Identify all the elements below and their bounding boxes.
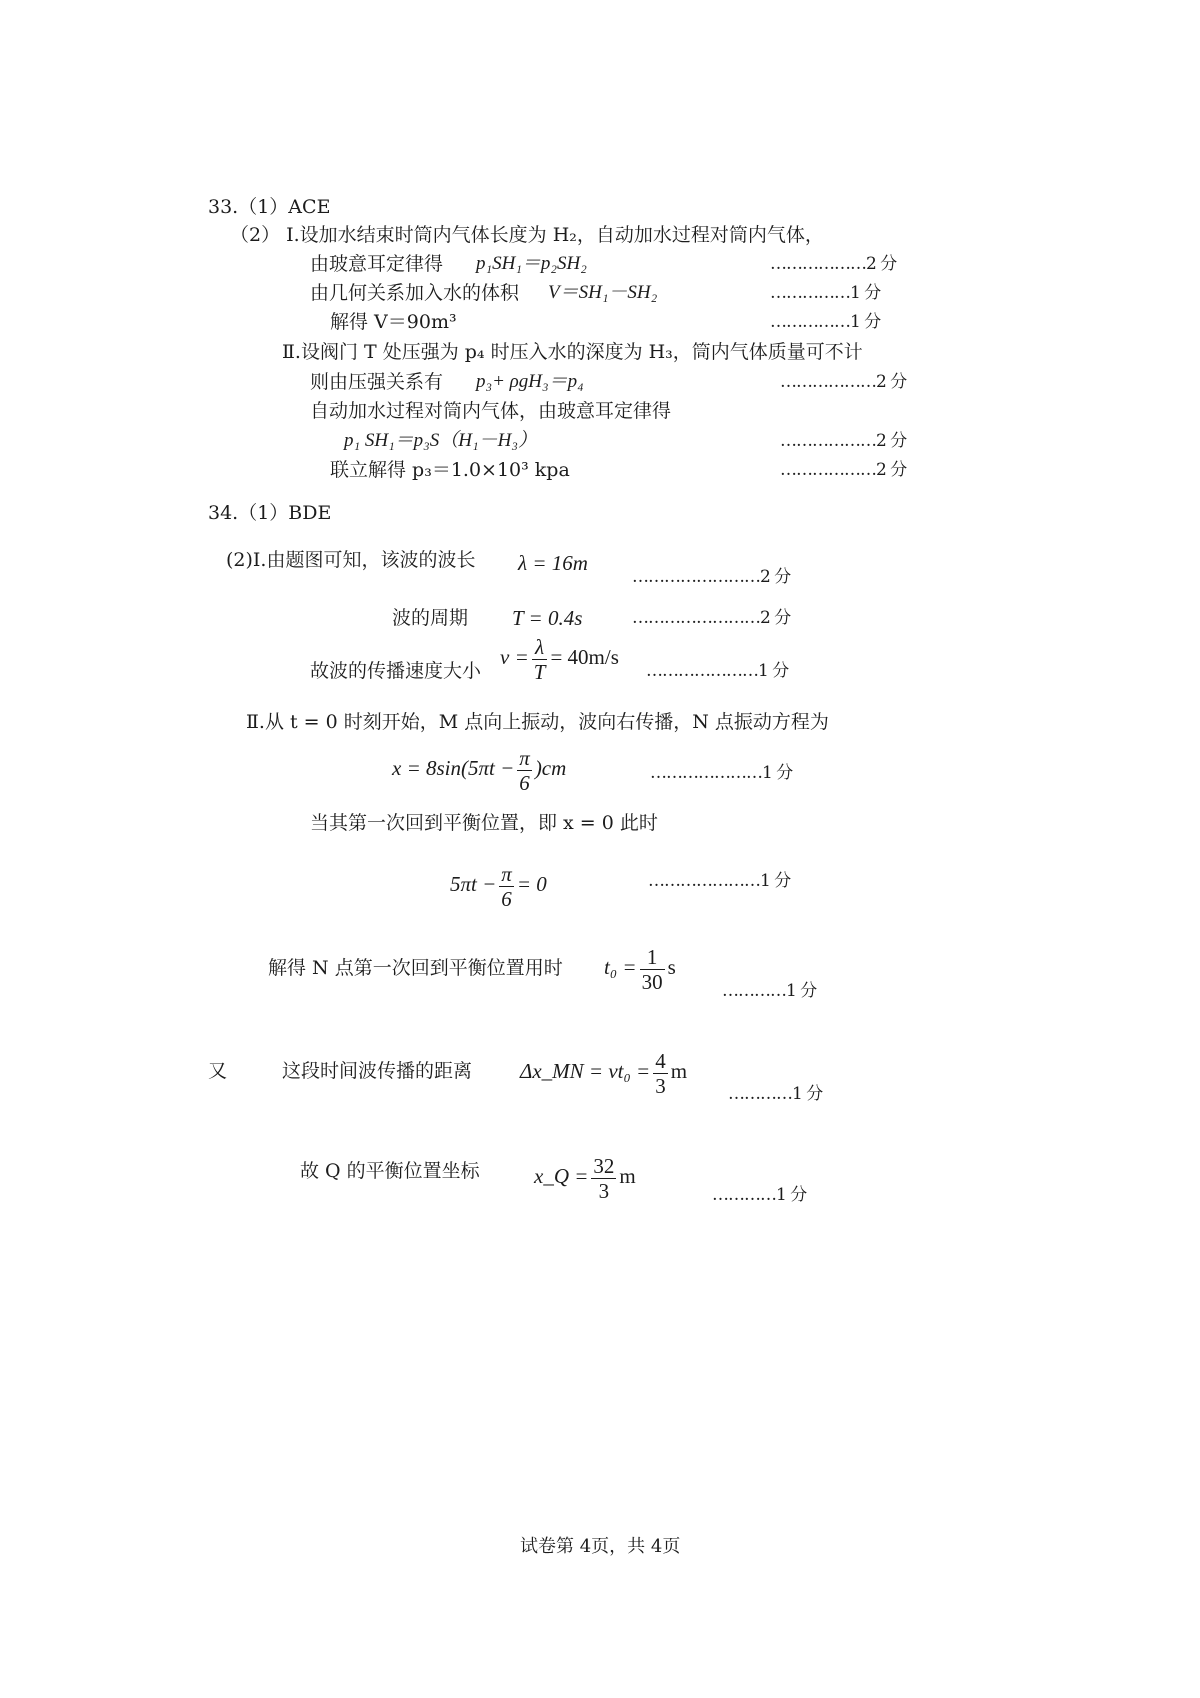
q34-period-score: ……………………2 分 [632, 608, 791, 628]
q34-speed-denominator: T [533, 659, 546, 684]
q34-time-numerator: 1 [646, 944, 658, 969]
q34-distance-fraction [653, 1049, 668, 1098]
q34-speed-fraction [532, 635, 548, 684]
q34-coordinate-fraction [591, 1154, 616, 1203]
q34-coordinate-equation [534, 1152, 636, 1203]
q33-part2-ii: Ⅱ.设阀门 T 处压强为 p₄ 时压入水的深度为 H₃，筒内气体质量可不计 [282, 341, 863, 363]
q33-volume-text: 由几何关系加入水的体积 [310, 282, 520, 304]
q34-oscillation-lhs: x = 8sin(5πt − [392, 756, 515, 780]
q33-volume-score: ……………1 分 [770, 283, 881, 303]
q34-time-fraction [640, 945, 665, 994]
q33-part2-intro: （2） Ⅰ.设加水结束时筒内气体长度为 H₂，自动加水过程对筒内气体， [230, 224, 824, 246]
q33-pressure-text: 则由压强关系有 [310, 371, 444, 393]
q33-pressure-score: ………………2 分 [780, 372, 907, 392]
q34-balance-denominator: 6 [499, 886, 514, 911]
q34-time-text: 解得 N 点第一次回到平衡位置用时 [268, 957, 563, 979]
q34-speed-numerator: λ [535, 634, 545, 659]
q34-period-text: 波的周期 [392, 607, 469, 629]
q34-balance-lhs: 5πt − [450, 872, 497, 896]
q34-balance-equation [450, 860, 547, 911]
q34-distance-unit: m [670, 1059, 688, 1083]
q33-boyle-text: 由玻意耳定律得 [310, 253, 444, 275]
q33-part1-answer: 33.（1）ACE [208, 196, 331, 218]
q34-speed-score: …………………1 分 [646, 661, 789, 681]
q34-distance-lhs: Δx_MN = vt₀ = [520, 1059, 651, 1083]
q34-wavelength-score: ……………………2 分 [632, 567, 791, 587]
q34-distance-equation [520, 1047, 687, 1098]
q34-balance-text: 当其第一次回到平衡位置，即 x = 0 此时 [310, 812, 658, 834]
q34-coordinate-unit: m [619, 1164, 636, 1188]
q34-time-unit: s [667, 955, 676, 979]
q34-balance-fraction [499, 862, 514, 911]
q34-time-denominator: 30 [641, 969, 663, 994]
q34-coordinate-text: 故 Q 的平衡位置坐标 [300, 1160, 480, 1182]
q33-auto-score: ………………2 分 [780, 431, 907, 451]
q33-final-text: 联立解得 p₃＝1.0×10³ kpa [330, 459, 570, 481]
q34-part1-answer: 34.（1）BDE [208, 502, 332, 524]
q34-speed-text: 故波的传播速度大小 [310, 660, 482, 682]
q34-distance-score: …………1 分 [728, 1084, 823, 1104]
q34-distance-text: 这段时间波传播的距离 [282, 1060, 473, 1082]
q33-boyle-equation: p₁SH₁＝p₂SH₂ [476, 253, 587, 274]
q34-balance-numerator: π [501, 861, 512, 886]
q34-period-equation: T = 0.4s [512, 606, 583, 630]
q34-speed-equation [500, 633, 619, 684]
q34-balance-score: …………………1 分 [648, 871, 791, 891]
q34-part2-ii: Ⅱ.从 t = 0 时刻开始，M 点向上振动，波向右传播，N 点振动方程为 [246, 711, 829, 733]
q33-auto-equation: p₁ SH₁＝p₃S（H₁－H₃） [344, 430, 537, 451]
page-footer: 试卷第 4页，共 4页 [520, 1536, 681, 1557]
q34-oscillation-fraction [517, 746, 532, 795]
q34-speed-v: v = [500, 645, 529, 669]
q34-wavelength-equation: λ = 16m [518, 551, 588, 575]
q33-boyle-score: ………………2 分 [770, 254, 897, 274]
q34-oscillation-rhs: )cm [534, 756, 567, 780]
q34-coordinate-score: …………1 分 [712, 1185, 807, 1205]
q34-time-lhs: t₀ = [604, 955, 637, 979]
q34-oscillation-numerator: π [519, 745, 530, 770]
q33-volume-equation: V＝SH₁－SH₂ [548, 282, 658, 303]
q33-auto-text: 自动加水过程对筒内气体，由玻意耳定律得 [310, 400, 672, 422]
q34-time-equation [604, 943, 676, 994]
q34-coordinate-lhs: x_Q = [534, 1164, 589, 1188]
q34-distance-numerator: 4 [655, 1048, 666, 1073]
q33-solve-text: 解得 V＝90m³ [330, 311, 457, 333]
q34-oscillation-equation [392, 744, 566, 795]
q34-oscillation-score: …………………1 分 [650, 763, 793, 783]
q33-final-score: ………………2 分 [780, 460, 907, 480]
q34-wavelength-text: (2)Ⅰ.由题图可知，该波的波长 [226, 549, 476, 571]
q33-solve-score: ……………1 分 [770, 312, 881, 332]
q34-speed-result: = 40m/s [550, 645, 619, 669]
q34-oscillation-denominator: 6 [517, 770, 532, 795]
q34-balance-rhs: = 0 [516, 872, 547, 896]
q34-coordinate-denominator: 3 [591, 1178, 616, 1203]
q34-distance-denominator: 3 [655, 1073, 666, 1098]
q34-you-label: 又 [208, 1060, 228, 1082]
q33-pressure-equation: p₃+ ρgH₃＝p₄ [476, 371, 584, 392]
q34-time-score: …………1 分 [722, 981, 817, 1001]
q34-coordinate-numerator: 32 [593, 1153, 615, 1178]
